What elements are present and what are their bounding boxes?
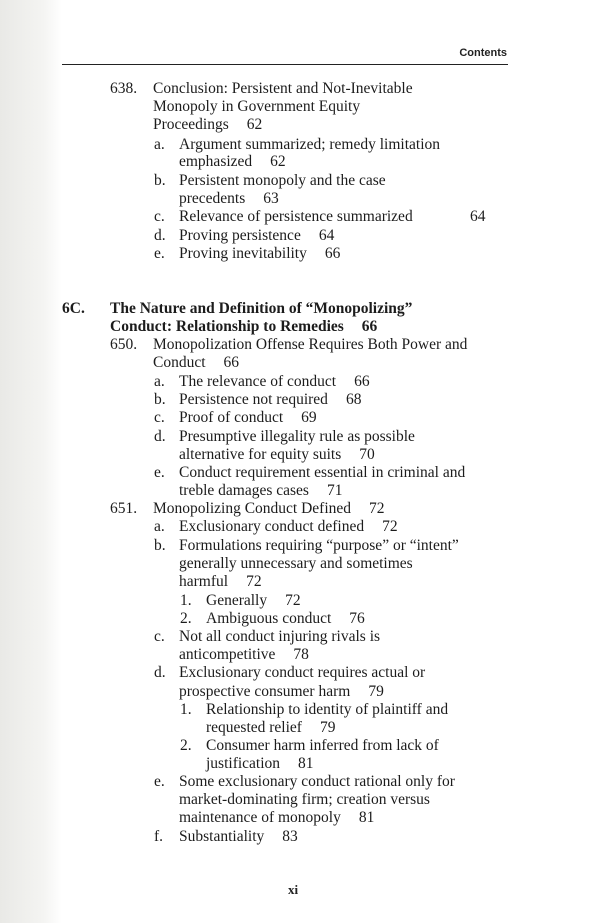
toc-entry-number: c. — [154, 628, 165, 645]
toc-entry-text: harmful — [179, 573, 229, 590]
toc-entry-title — [179, 172, 386, 190]
toc-page-number: 78 — [293, 646, 309, 663]
toc-page-number: 81 — [358, 809, 375, 826]
toc-page-number: 66 — [223, 354, 240, 371]
toc-entry-text: Persistence not required — [179, 391, 328, 408]
toc-entry-title — [179, 227, 334, 245]
toc-page-number: 64 — [318, 227, 335, 244]
running-header: Contents — [459, 47, 507, 59]
toc-page-number: 62 — [270, 153, 286, 170]
toc-entry-title — [179, 136, 440, 154]
toc-page-number: 83 — [282, 828, 298, 845]
toc-entry-text: Formulations requiring “purpose” or “intent” — [179, 537, 459, 554]
toc-page-number: 72 — [285, 592, 301, 609]
toc-entry-text: Relationship to identity of plaintiff and — [206, 701, 449, 718]
toc-entry-number: d. — [154, 227, 166, 244]
toc-entry-text: Persistent monopoly and the case — [179, 172, 386, 189]
toc-page-number: 66 — [324, 245, 341, 262]
toc-entry-text: anticompetitive — [179, 646, 276, 663]
toc-entry-text: Monopolizing Conduct Defined — [153, 500, 352, 517]
toc-entry-title — [153, 354, 239, 372]
toc-entry-number: e. — [154, 464, 165, 481]
toc-entry-title — [179, 153, 286, 171]
toc-entry-title — [206, 592, 301, 610]
toc-entry-text: alternative for equity suits — [179, 446, 342, 463]
toc-entry-number: b. — [154, 172, 166, 189]
toc-entry-title — [179, 208, 413, 226]
toc-entry-text: Monopoly in Government Equity — [153, 98, 361, 115]
toc-entry-text: Consumer harm inferred from lack of — [206, 737, 439, 754]
toc-entry-title — [179, 664, 425, 682]
toc-entry-text: Presumptive illegality rule as possible — [179, 428, 415, 445]
toc-section-title — [110, 300, 412, 318]
toc-entry-number: c. — [154, 208, 165, 225]
toc-entry-text: The relevance of conduct — [179, 373, 337, 390]
toc-entry-text: Exclusionary conduct defined — [179, 518, 365, 535]
toc-entry-title — [153, 98, 360, 116]
toc-entry-text: prospective consumer harm — [179, 683, 351, 700]
toc-entry-title — [179, 573, 262, 591]
toc-entry-title — [206, 737, 439, 755]
toc-entry-title — [179, 791, 430, 809]
toc-page-number: 76 — [349, 610, 365, 627]
toc-entry-text: The Nature and Definition of “Monopolizing” — [110, 300, 413, 317]
toc-entry-text: Conduct — [153, 354, 206, 371]
toc-entry-title — [179, 190, 279, 208]
toc-entry-title — [206, 701, 448, 719]
toc-entry-number: 1. — [180, 701, 192, 718]
toc-entry-title — [179, 628, 380, 646]
toc-entry-text: emphasized — [179, 153, 253, 170]
toc-entry-number: a. — [154, 136, 165, 153]
toc-entry-text: precedents — [179, 190, 246, 207]
toc-section-number: 6C. — [62, 300, 85, 317]
toc-entry-text: maintenance of monopoly — [179, 809, 341, 826]
toc-entry-text: treble damages cases — [179, 482, 309, 499]
toc-entry-number: d. — [154, 664, 166, 681]
toc-entry-text: Not all conduct injuring rivals is — [179, 628, 381, 645]
toc-entry-text: generally unnecessary and sometimes — [179, 555, 413, 572]
toc-page-number: 81 — [298, 755, 314, 772]
toc-page-number: 68 — [345, 391, 362, 408]
toc-entry-number: 651. — [110, 500, 138, 517]
toc-page-number: 66 — [361, 318, 378, 335]
toc-entry-title — [179, 518, 398, 536]
toc-page-number: 72 — [246, 573, 262, 590]
toc-entry-title — [179, 646, 309, 664]
toc-entry-number: e. — [154, 773, 165, 790]
toc-page-number: 64 — [470, 208, 486, 225]
toc-entry-title — [179, 446, 375, 464]
toc-page-number: 66 — [354, 373, 370, 390]
header-rule — [62, 64, 508, 65]
toc-entry-title — [153, 500, 385, 518]
toc-entry-number: 638. — [110, 80, 138, 97]
toc-entry-title — [179, 683, 384, 701]
toc-page-number: 69 — [301, 409, 317, 426]
toc-entry-text: justification — [206, 755, 281, 772]
toc-entry-title — [179, 245, 340, 263]
toc-page-number: 72 — [382, 518, 398, 535]
toc-entry-text: Proceedings — [153, 116, 229, 133]
toc-entry-title — [179, 555, 413, 573]
toc-entry-title — [179, 391, 361, 409]
toc-entry-title — [179, 464, 465, 482]
toc-entry-title — [179, 537, 459, 555]
toc-entry-title — [206, 610, 365, 628]
toc-page-number: 62 — [246, 116, 263, 133]
toc-page-number: 79 — [368, 683, 384, 700]
toc-entry-number: f. — [154, 828, 164, 845]
toc-entry-text: Proof of conduct — [179, 409, 284, 426]
toc-entry-title — [179, 373, 370, 391]
toc-entry-title — [179, 482, 342, 500]
page-edge-shading — [0, 0, 62, 923]
toc-page-number: 72 — [369, 500, 385, 517]
toc-entry-title — [153, 80, 413, 98]
toc-page-number: 79 — [319, 719, 336, 736]
toc-entry-text: Some exclusionary conduct rational only for — [179, 773, 455, 790]
toc-entry-text: Exclusionary conduct requires actual or — [179, 664, 426, 681]
toc-entry-text: Conduct: Relationship to Remedies — [110, 318, 344, 335]
toc-entry-text: Monopolization Offense Requires Both Power and — [153, 336, 468, 353]
toc-entry-text: Proving inevitability — [179, 245, 307, 262]
toc-entry-number: d. — [154, 428, 166, 445]
toc-entry-number: a. — [154, 373, 165, 390]
toc-entry-title — [179, 828, 298, 846]
toc-entry-title — [153, 116, 262, 134]
toc-entry-title — [179, 409, 317, 427]
toc-entry-text: Conduct requirement essential in criminal and — [179, 464, 466, 481]
toc-entry-number: e. — [154, 245, 165, 262]
toc-entry-number: b. — [154, 537, 166, 554]
toc-entry-number: c. — [154, 409, 165, 426]
toc-entry-title — [206, 719, 335, 737]
toc-entry-number: b. — [154, 391, 166, 408]
toc-entry-title — [179, 809, 374, 827]
toc-entry-number: 2. — [180, 610, 192, 627]
toc-entry-number: 1. — [180, 592, 192, 609]
toc-entry-text: market-dominating firm; creation versus — [179, 791, 430, 808]
toc-entry-text: requested relief — [206, 719, 302, 736]
toc-entry-text: Relevance of persistence summarized — [179, 208, 413, 225]
toc-entry-title — [179, 773, 455, 791]
toc-entry-text: Ambiguous conduct — [206, 610, 332, 627]
toc-entry-title — [153, 336, 467, 354]
toc-entry-title — [179, 428, 415, 446]
toc-entry-text: Proving persistence — [179, 227, 301, 244]
toc-entry-number: 2. — [180, 737, 192, 754]
toc-entry-text: Generally — [206, 592, 268, 609]
toc-entry-text: Substantiality — [179, 828, 265, 845]
toc-entry-number: 650. — [110, 336, 138, 353]
toc-entry-title — [206, 755, 314, 773]
toc-page-number: 63 — [263, 190, 279, 207]
toc-entry-number: a. — [154, 518, 165, 535]
toc-entry-text: Conclusion: Persistent and Not-Inevitable — [153, 80, 413, 97]
toc-section-title — [110, 318, 377, 336]
toc-page-number: 70 — [359, 446, 375, 463]
toc-page-number: 71 — [326, 482, 343, 499]
page-number-folio: xi — [288, 882, 299, 897]
toc-entry-text: Argument summarized; remedy limitation — [179, 136, 441, 153]
